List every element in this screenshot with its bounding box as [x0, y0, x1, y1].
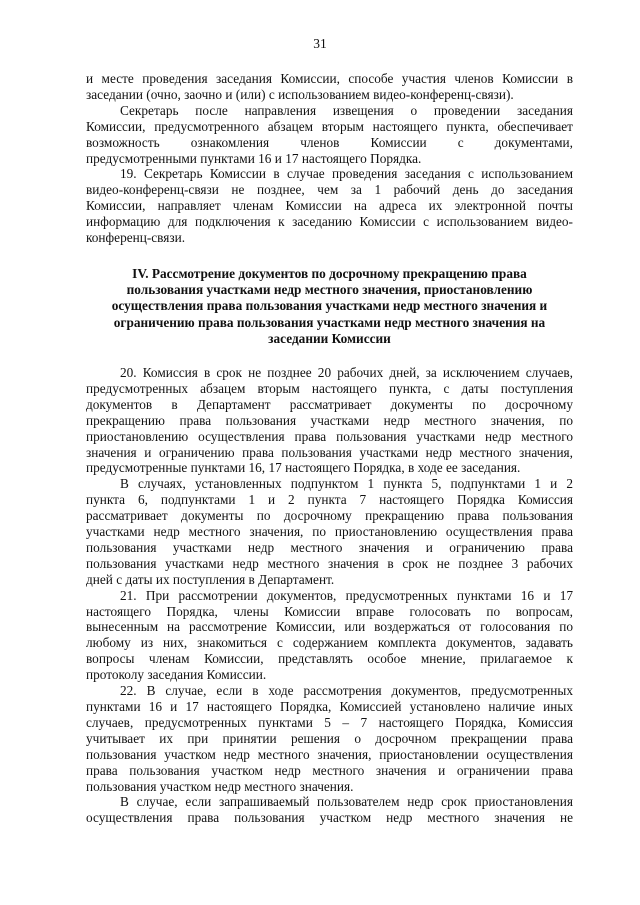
text-line: приостановлению осуществления права пользования участками недр местного: [86, 428, 573, 444]
text-line: значения и ограничению права пользования участками недр местного значения,: [86, 444, 573, 460]
text-line: и месте проведения заседания Комиссии, способе участия членов Комиссии в: [86, 71, 573, 86]
heading-line: осуществления права пользования участками недр местного значения и: [111, 298, 548, 314]
text-line: пользования участками недр местного значения и ограничению права: [86, 539, 573, 555]
paragraph: [86, 103, 573, 167]
text-line: Секретарь после направления извещения о проведении заседания: [120, 102, 573, 118]
text-line: пользования участками недр местного значения в срок не позднее 3 рабочих: [86, 555, 573, 571]
text-line: вынесенным на рассмотрение Комиссии, или воздержаться от голосования по: [86, 619, 573, 635]
text-line: В случаях, установленных подпунктом 1 пункта 5, подпунктами 1 и 2: [120, 476, 573, 492]
text-line: рассматривает документы по досрочному прекращению права пользования: [86, 508, 573, 524]
text-line: пользования участком недр местного значения.: [86, 778, 354, 794]
text-line: осуществления права пользования участком недр местного значения не: [86, 810, 573, 826]
text-line: учитывает их при принятии решения о досрочном прекращении права: [86, 730, 573, 746]
text-line: Комиссии, направляет членам Комиссии на адреса их электронной почты: [86, 198, 573, 214]
text-line: заседании (очно, заочно и (или) с использованием видео-конференц-связи).: [86, 86, 514, 102]
text-line: возможность ознакомления членов Комиссии с документами,: [86, 134, 573, 150]
text-line: пункта 6, подпунктами 1 и 2 пункта 7 настоящего Порядка Комиссия: [86, 492, 573, 508]
text-line: случаев, предусмотренных пунктами 5 – 7 настоящего Порядка, Комиссия: [86, 714, 573, 730]
paragraph: [86, 71, 573, 103]
text-line: вопросы членам Комиссии, представлять особое мнение, прилагаемое к: [86, 651, 573, 667]
paragraph: [86, 588, 573, 683]
heading-line: пользования участками недр местного значения, приостановлению: [126, 282, 533, 298]
text-line: предусмотренными пунктами 16 и 17 настоящего Порядка.: [86, 150, 422, 166]
text-line: предусмотренные пунктами 16, 17 настоящего Порядка, в ходе ее заседания.: [86, 460, 521, 476]
heading-line: заседании Комиссии: [268, 330, 391, 346]
text-line: пользования участком недр местного значения, приостановлении осуществления: [86, 746, 573, 762]
text-line: 19. Секретарь Комиссии в случае проведения заседания с использованием: [120, 166, 573, 182]
text-line: информацию для подключения к заседанию Комиссии с использованием видео-: [86, 214, 573, 230]
text-line: документов в Департамент рассматривает документы по досрочному: [86, 396, 573, 412]
paragraph: [86, 476, 573, 587]
text-line: участками недр местного значения, по приостановлению осуществления права: [86, 524, 573, 540]
heading-line: IV. Рассмотрение документов по досрочному прекращению права: [132, 265, 527, 281]
text-line: конференц-связи.: [86, 230, 186, 246]
text-line: видео-конференц-связи не позднее, чем за 1 рабочий день до заседания: [86, 182, 573, 198]
paragraph: [86, 166, 573, 246]
text-line: любому из них, знакомиться с содержанием комплекта документов, задавать: [86, 635, 573, 651]
text-line: права пользования участком недр местного значения и ограничении права: [86, 762, 573, 778]
paragraph: [86, 683, 573, 794]
text-line: дней с даты их поступления в Департамент.: [86, 571, 335, 587]
text-line: предусмотренных абзацем вторым настоящего пункта, с даты поступления: [86, 380, 573, 396]
text-line: протоколу заседания Комиссии.: [86, 667, 267, 683]
text-line: 20. Комиссия в срок не позднее 20 рабочих дней, за исключением случаев,: [120, 364, 573, 380]
text-line: 22. В случае, если в ходе рассмотрения документов, предусмотренных: [120, 683, 573, 699]
text-line: Комиссии, предусмотренного абзацем вторым настоящего пункта, обеспечивает: [86, 118, 573, 134]
heading-line: ограничению права пользования участками недр местного значения на: [113, 314, 546, 330]
page-number: 31: [313, 36, 327, 51]
text-line: пунктами 16 и 17 настоящего Порядка, Комиссией установлено наличие иных: [86, 699, 573, 715]
text-line: 21. При рассмотрении документов, предусмотренных пунктами 16 и 17: [120, 587, 573, 603]
section-heading: [86, 266, 573, 347]
text-line: настоящего Порядка, члены Комиссии вправе голосовать по вопросам,: [86, 603, 573, 619]
document-body: [86, 71, 573, 826]
text-line: прекращению права пользования участками недр местного значения, по: [86, 412, 573, 428]
paragraph: [86, 794, 573, 826]
text-line: В случае, если запрашиваемый пользователем недр срок приостановления: [120, 794, 573, 810]
paragraph: [86, 365, 573, 476]
